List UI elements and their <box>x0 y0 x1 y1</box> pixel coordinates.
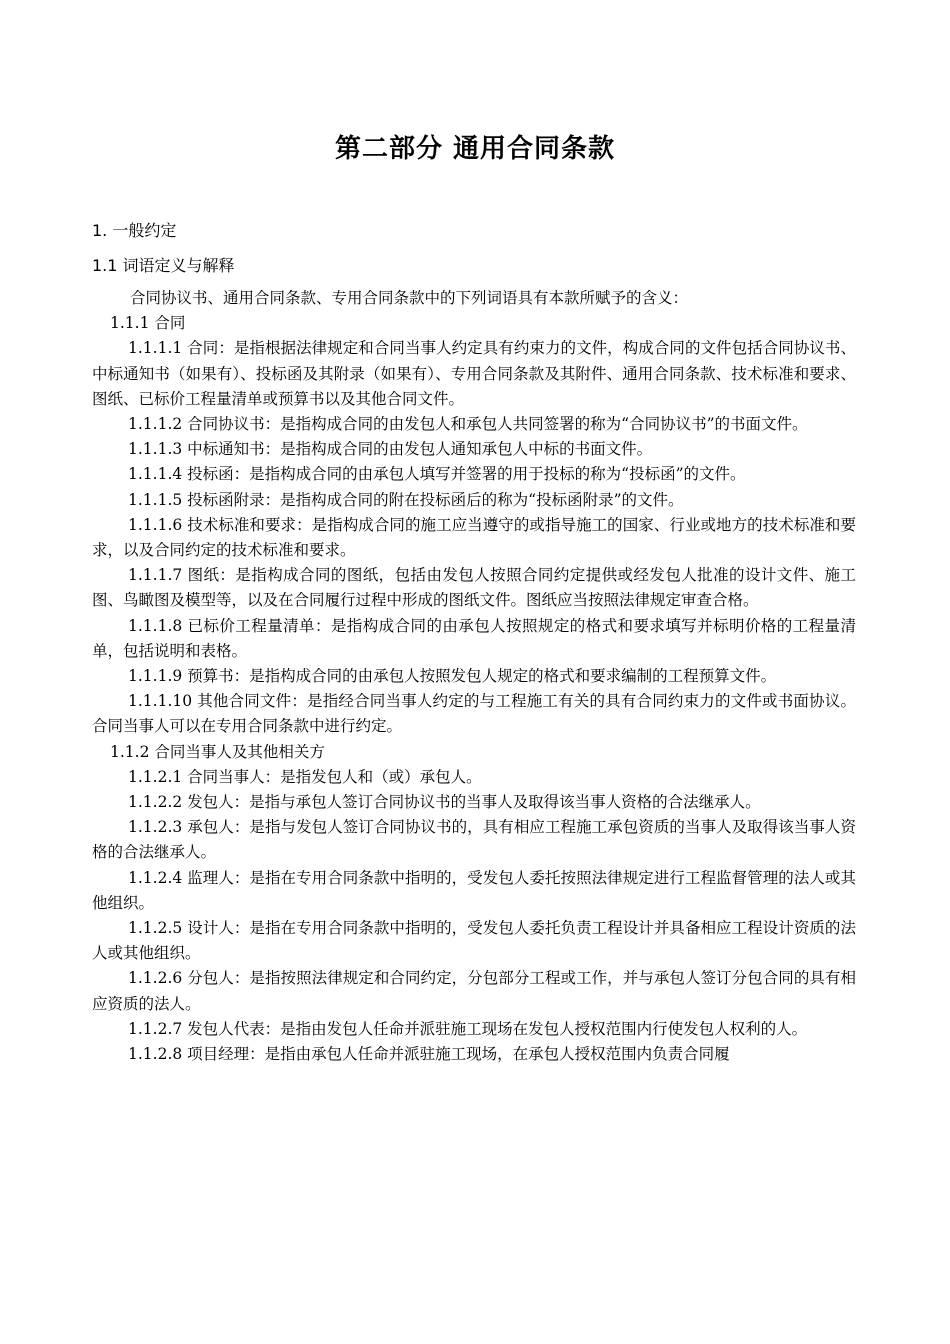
section-heading-definitions: 1.1 词语定义与解释 <box>92 256 235 275</box>
clause-paragraph: 1.1.2.4 监理人：是指在专用合同条款中指明的，受发包人委托按照法律规定进行工程监督管理的法人或其他组织。 <box>92 868 856 912</box>
document-body <box>92 286 856 1067</box>
clause-paragraph: 1.1.2.7 发包人代表：是指由发包人任命并派驻施工现场在发包人授权范围内行使发包人权利的人。 <box>128 1019 808 1038</box>
clause-paragraph: 1.1.1.7 图纸：是指构成合同的图纸，包括由发包人按照合同约定提供或经发包人批准的设计文件、施工图、鸟瞰图及模型等，以及在合同履行过程中形成的图纸文件。图纸应当按照法律规定审查合格。 <box>92 566 856 610</box>
clause-paragraph: 1.1.1.3 中标通知书：是指构成合同的由发包人通知承包人中标的书面文件。 <box>128 440 653 459</box>
clause-paragraph: 1.1.2.6 分包人：是指按照法律规定和合同约定，分包部分工程或工作，并与承包人签订分包合同的具有相应资质的法人。 <box>92 969 856 1013</box>
clause-paragraph: 1.1.1.2 合同协议书：是指构成合同的由发包人和承包人共同签署的称为“合同协议书”的书面文件。 <box>128 415 808 434</box>
clause-paragraph: 1.1.1.4 投标函：是指构成合同的由承包人填写并签署的用于投标的称为“投标函”的文件。 <box>128 465 746 484</box>
clause-paragraph: 1.1.2.8 项目经理：是指由承包人任命并派驻施工现场，在承包人授权范围内负责合同履 <box>128 1045 730 1064</box>
subsection-heading-contract: 1.1.1 合同 <box>110 314 186 333</box>
clause-paragraph: 1.1.2.5 设计人：是指在专用合同条款中指明的，受发包人委托负责工程设计并具备相应工程设计资质的法人或其他组织。 <box>92 919 856 963</box>
clause-paragraph: 1.1.1.1 合同：是指根据法律规定和合同当事人约定具有约束力的文件，构成合同的文件包括合同协议书、中标通知书（如果有）、投标函及其附录（如果有）、专用合同条款及其附件、通用合同条款、技术标准和要求、图纸、已标价工程量清单或预算书以及其他合同文件。 <box>92 339 856 408</box>
clause-paragraph: 1.1.1.10 其他合同文件：是指经合同当事人约定的与工程施工有关的具有合同约束力的文件或书面协议。合同当事人可以在专用合同条款中进行约定。 <box>92 692 856 736</box>
clause-paragraph: 1.1.1.5 投标函附录：是指构成合同的附在投标函后的称为“投标函附录”的文件。 <box>128 490 684 509</box>
clause-paragraph: 1.1.2.1 合同当事人：是指发包人和（或）承包人。 <box>128 767 482 786</box>
intro-paragraph: 合同协议书、通用合同条款、专用合同条款中的下列词语具有本款所赋予的含义： <box>130 289 689 307</box>
clause-paragraph: 1.1.2.3 承包人：是指与发包人签订合同协议书的，具有相应工程施工承包资质的当事人及取得该当事人资格的合法继承人。 <box>92 818 856 862</box>
subsection-heading-parties: 1.1.2 合同当事人及其他相关方 <box>110 742 325 761</box>
clause-paragraph: 1.1.1.6 技术标准和要求：是指构成合同的施工应当遵守的或指导施工的国家、行业或地方的技术标准和要求，以及合同约定的技术标准和要求。 <box>92 515 856 560</box>
section-heading-general: 1. 一般约定 <box>92 221 177 240</box>
clause-paragraph: 1.1.1.9 预算书：是指构成合同的由承包人按照发包人规定的格式和要求编制的工程预算文件。 <box>128 667 777 686</box>
clause-paragraph: 1.1.2.2 发包人：是指与承包人签订合同协议书的当事人及取得该当事人资格的合法继承人。 <box>128 793 761 812</box>
page-title: 第二部分 通用合同条款 <box>334 134 616 164</box>
clause-paragraph: 1.1.1.8 已标价工程量清单：是指构成合同的由承包人按照规定的格式和要求填写并标明价格的工程量清单，包括说明和表格。 <box>92 616 856 660</box>
